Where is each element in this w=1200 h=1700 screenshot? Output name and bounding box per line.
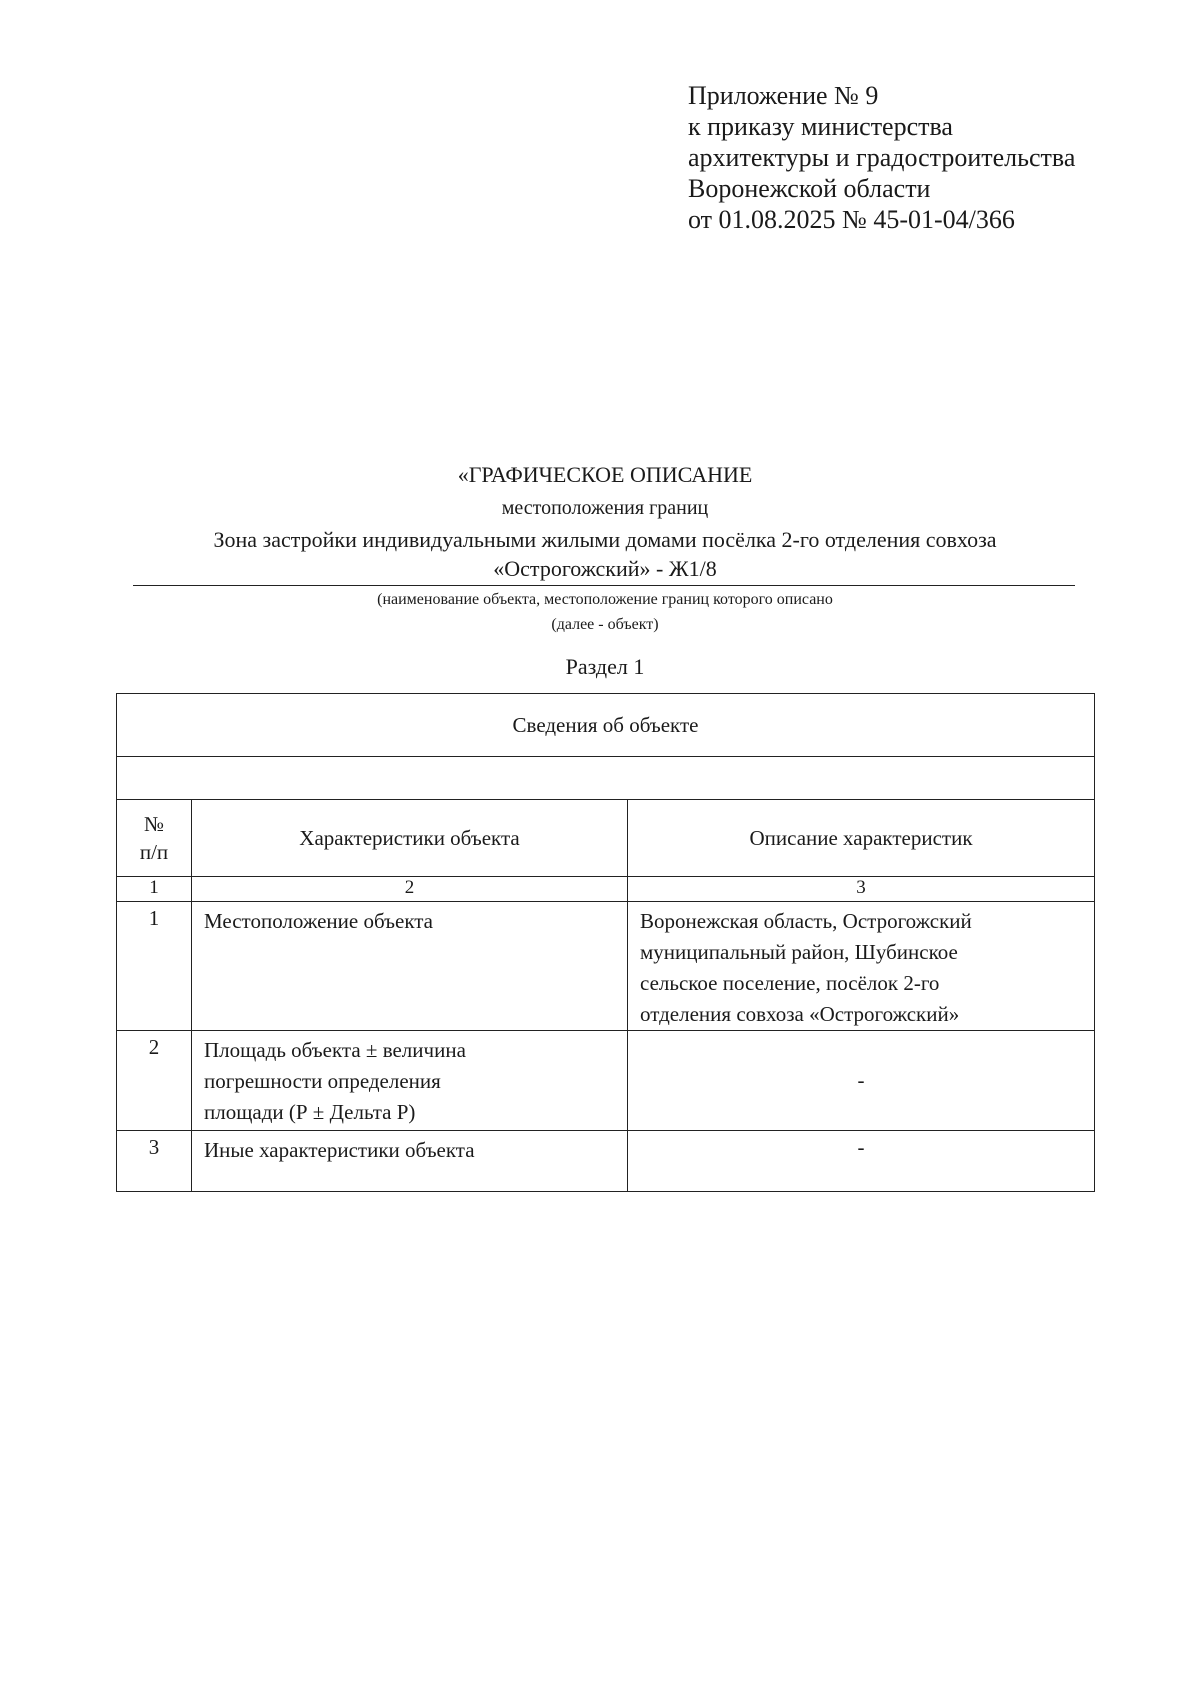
column-number-row: [117, 877, 1095, 902]
characteristic-line: Площадь объекта ± величина: [204, 1038, 466, 1062]
appendix-line: к приказу министерства: [688, 112, 953, 141]
table-row: [117, 1031, 1095, 1131]
characteristic-line: площади (Р ± Дельта Р): [204, 1100, 416, 1124]
underline-divider: [133, 585, 1075, 586]
row-description: [628, 902, 1095, 1031]
table-title: Сведения об объекте: [117, 694, 1095, 757]
column-number: 1: [117, 877, 192, 902]
characteristic-line: погрешности определения: [204, 1069, 441, 1093]
row-characteristic: Местоположение объекта: [192, 902, 628, 1031]
description-line: муниципальный район, Шубинское: [640, 940, 958, 964]
column-number: 3: [628, 877, 1095, 902]
appendix-block: [688, 80, 1075, 235]
appendix-line: Приложение № 9: [688, 81, 879, 110]
row-number: 1: [117, 902, 192, 1031]
row-characteristic: [192, 1031, 628, 1131]
document-title: «ГРАФИЧЕСКОЕ ОПИСАНИЕ: [457, 462, 753, 487]
table-empty-row: [117, 757, 1095, 800]
row-number: 2: [117, 1031, 192, 1131]
table-row: [117, 1131, 1095, 1192]
appendix-line: от 01.08.2025 № 45-01-04/366: [688, 205, 1015, 234]
row-description: -: [628, 1031, 1095, 1131]
empty-cell: [117, 757, 1095, 800]
header-num: [117, 800, 192, 877]
table-row: [117, 902, 1095, 1031]
row-number: 3: [117, 1131, 192, 1192]
object-name-line: «Острогожский» - Ж1/8: [493, 556, 717, 581]
object-name-caption: (наименование объекта, местоположение границ которого описано: [377, 591, 833, 608]
description-line: сельское поселение, посёлок 2-го: [640, 971, 940, 995]
object-info-table: [116, 693, 1095, 1192]
description-line: Воронежская область, Острогожский: [640, 909, 972, 933]
header-num-line: №: [143, 812, 165, 836]
table-title-row: [117, 694, 1095, 757]
header-num-line: п/п: [139, 840, 169, 864]
header-description: Описание характеристик: [628, 800, 1095, 877]
appendix-line: Воронежской области: [688, 174, 931, 203]
header-characteristics: Характеристики объекта: [192, 800, 628, 877]
object-name-line: Зона застройки индивидуальными жилыми домами посёлка 2-го отделения совхоза: [213, 527, 997, 552]
row-characteristic: Иные характеристики объекта: [192, 1131, 628, 1192]
table-header-row: [117, 800, 1095, 877]
column-number: 2: [192, 877, 628, 902]
description-line: отделения совхоза «Острогожский»: [640, 1002, 960, 1026]
section-heading: Раздел 1: [565, 654, 645, 679]
document-subtitle: местоположения границ: [501, 497, 709, 519]
row-description: -: [628, 1131, 1095, 1192]
appendix-line: архитектуры и градостроительства: [688, 143, 1076, 172]
object-name-caption: (далее - объект): [551, 616, 659, 633]
